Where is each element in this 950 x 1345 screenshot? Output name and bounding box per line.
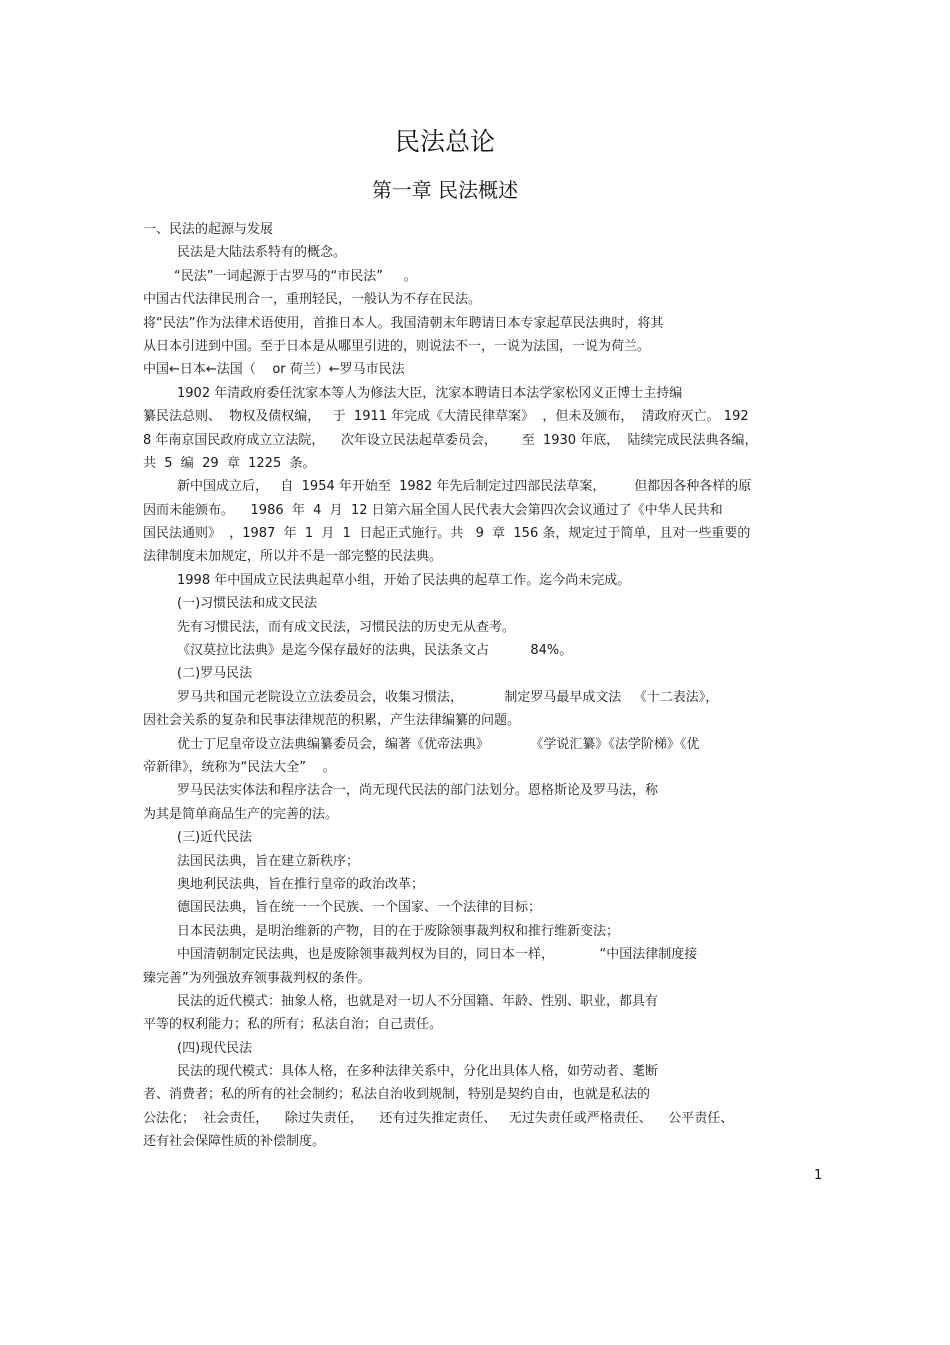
text-line: 一、民法的起源与发展 [143,222,274,237]
text-line: 日本民法典，是明治维新的产物，目的在于废除领事裁判权和推行维新变法； [177,923,620,939]
text-line: 民法是大陆法系特有的概念。 [177,245,347,261]
text-line: 帝新律》，统称为“民法大全” 。 [143,759,336,775]
text-line: 民法的现代模式：具体人格，在多种法律关系中，分化出具体人格，如劳动者、耄断 [177,1064,659,1080]
text-line: (三)近代民法 [177,830,253,846]
text-line: 罗马民法实体法和程序法合一，尚无现代民法的部门法划分。恩格斯论及罗马法，称 [177,783,659,799]
text-line: (一)习惯民法和成文民法 [177,596,318,612]
text-line: 中国清朝制定民法典，也是废除领事裁判权为目的，同日本一样， “中国法律制度接 [177,947,698,963]
text-line: 《汉莫拉比法典》是迄今保存最好的法典，民法条文占 84%。 [177,643,573,659]
text-line: (二)罗马民法 [177,666,253,682]
text-line: 中国←日本←法国（ or 荷兰）←罗马市民法 [143,362,405,378]
document-body [143,218,823,1154]
text-line: 优士丁尼皇帝设立法典编纂委员会，编著《优帝法典》 《学说汇纂》《法学阶梯》《优 [177,736,700,752]
text-line: 德国民法典，旨在统一一个民族、一个国家、一个法律的目标； [177,900,542,916]
text-line: 先有习惯民法，而有成文民法，习惯民法的历史无从查考。 [177,619,516,635]
text-line: 为其是简单商品生产的完善的法。 [143,806,339,822]
text-line: 将“民法”作为法律术语使用，首推日本人。我国清朝末年聘请日本专家起草民法典时，将其 [143,315,664,331]
text-line: 共 5 编 29 章 1225 条。 [143,455,316,471]
text-line: 平等的权利能力；私的所有；私法自治；自己责任。 [143,1017,443,1033]
text-line: 因而未能颁布。 1986 年 4 月 12 日第六届全国人民代表大会第四次会议通过了《中华人民共和 [143,502,723,518]
text-line: 法国民法典，旨在建立新秩序； [177,853,360,869]
text-line: 纂民法总则、 物权及债权编， 于 1911 年完成《大清民律草案》 ，但未及颁布， 清政府灭亡。 192 [143,409,749,425]
document-title: 民法总论 [394,127,495,156]
text-line: 还有社会保障性质的补偿制度。 [143,1134,326,1150]
text-line: 臻完善”为列强放弃领事裁判权的条件。 [143,970,371,986]
text-line: 民法的近代模式：抽象人格，也就是对一切人不分国籍、年龄、性别、职业，都具有 [177,993,659,1009]
text-line: 罗马共和国元老院设立立法委员会，收集习惯法， 制定罗马最早成文法 《十二表法》， [177,689,719,705]
page-number: 1 [814,1168,823,1183]
text-line: 法律制度未加规定，所以并不是一部完整的民法典。 [143,549,443,565]
text-line: 国民法通则》 ，1987 年 1 月 1 日起正式施行。共 9 章 156 条，规定过于简单，且对一些重要的 [143,526,751,542]
text-line: 者、消费者；私的所有的社会制约；私法自治收到规制，特别是契约自由，也就是私法的 [143,1087,651,1103]
text-line: 公法化； 社会责任， 除过失责任， 还有过失推定责任、 无过失责任或严格责任、 公平责任、 [143,1110,734,1126]
text-line: (四)现代民法 [177,1040,253,1056]
text-line: 中国古代法律民刑合一，重刑轻民，一般认为不存在民法。 [143,292,482,308]
text-line: 新中国成立后， 自 1954 年开始至 1982 年先后制定过四部民法草案， 但都因各种各样的原 [177,479,752,495]
text-line: “民法”一词起源于古罗马的“市民法” 。 [174,268,417,284]
text-line: 1902 年清政府委任沈家本等人为修法大臣，沈家本聘请日本法学家松冈义正博士主持编 [177,385,683,401]
text-line: 奥地利民法典，旨在推行皇帝的政治改革； [177,876,425,892]
text-line: 1998 年中国成立民法典起草小组，开始了民法典的起草工作。迄今尚未完成。 [177,572,631,588]
text-line: 8 年南京国民政府成立立法院， 次年设立民法起草委员会， 至 1930 年底， 陆续完成民法典各编， [143,432,758,448]
text-line: 因社会关系的复杂和民事法律规范的积累，产生法律编纂的问题。 [143,713,521,729]
text-line: 从日本引进到中国。至于日本是从哪里引进的，则说法不一，一说为法国，一说为荷兰。 [143,338,651,354]
chapter-heading: 第一章 民法概述 [371,178,519,202]
